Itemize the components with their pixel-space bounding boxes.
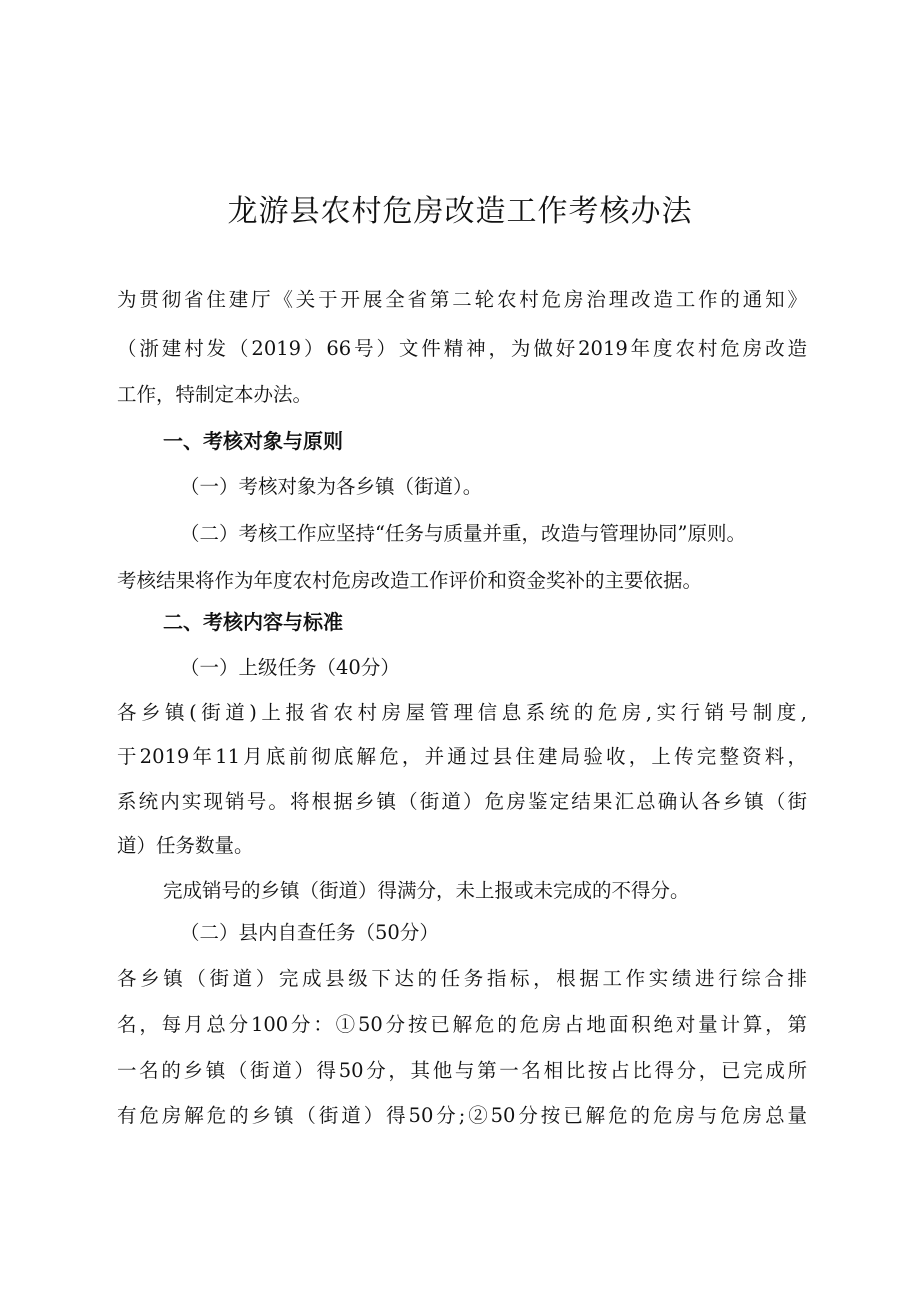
- intro-line-1: 为贯彻省住建厅《关于开展全省第二轮农村危房治理改造工作的通知》: [117, 288, 807, 311]
- subsection-1-para-line-4: 道）任务数量。: [117, 834, 254, 857]
- subsection-2-label: （二）县内自查任务（50分）: [180, 921, 439, 944]
- subsection-2-para-line-3: 一名的乡镇（街道）得50分，其他与第一名相比按占比得分，已完成所: [117, 1059, 807, 1082]
- section-1-heading: 一、考核对象与原则: [163, 429, 343, 453]
- section-1-item-2-line-2: 考核结果将作为年度农村危房改造工作评价和资金奖补的主要依据。: [117, 569, 703, 592]
- subsection-2-para-line-2: 名，每月总分100分：①50分按已解危的危房占地面积绝对量计算，第: [117, 1013, 807, 1036]
- subsection-1-para-2: 完成销号的乡镇（街道）得满分，未上报或未完成的不得分。: [163, 879, 690, 902]
- intro-line-3: 工作，特制定本办法。: [117, 383, 313, 406]
- section-2-heading: 二、考核内容与标准: [163, 610, 343, 634]
- subsection-1-label: （一）上级任务（40分）: [180, 656, 400, 679]
- subsection-2-para-line-4: 有危房解危的乡镇（街道）得50分;②50分按已解危的危房与危房总量: [117, 1104, 807, 1127]
- intro-line-2: （浙建村发（2019）66号）文件精神，为做好2019年度农村危房改造: [117, 337, 807, 360]
- section-1-item-1: （一）考核对象为各乡镇（街道）。: [180, 475, 483, 498]
- section-1-item-2-line-1: （二）考核工作应坚持“任务与质量并重，改造与管理协同”原则。: [180, 522, 746, 545]
- subsection-1-para-line-1: 各乡镇(街道)上报省农村房屋管理信息系统的危房,实行销号制度,: [117, 701, 807, 724]
- subsection-1-para-line-2: 于2019年11月底前彻底解危，并通过县住建局验收，上传完整资料，: [117, 745, 807, 768]
- document-title: 龙游县农村危房改造工作考核办法: [227, 194, 693, 229]
- subsection-1-para-line-3: 系统内实现销号。将根据乡镇（街道）危房鉴定结果汇总确认各乡镇（街: [117, 790, 807, 813]
- subsection-2-para-line-1: 各乡镇（街道）完成县级下达的任务指标，根据工作实绩进行综合排: [117, 967, 807, 990]
